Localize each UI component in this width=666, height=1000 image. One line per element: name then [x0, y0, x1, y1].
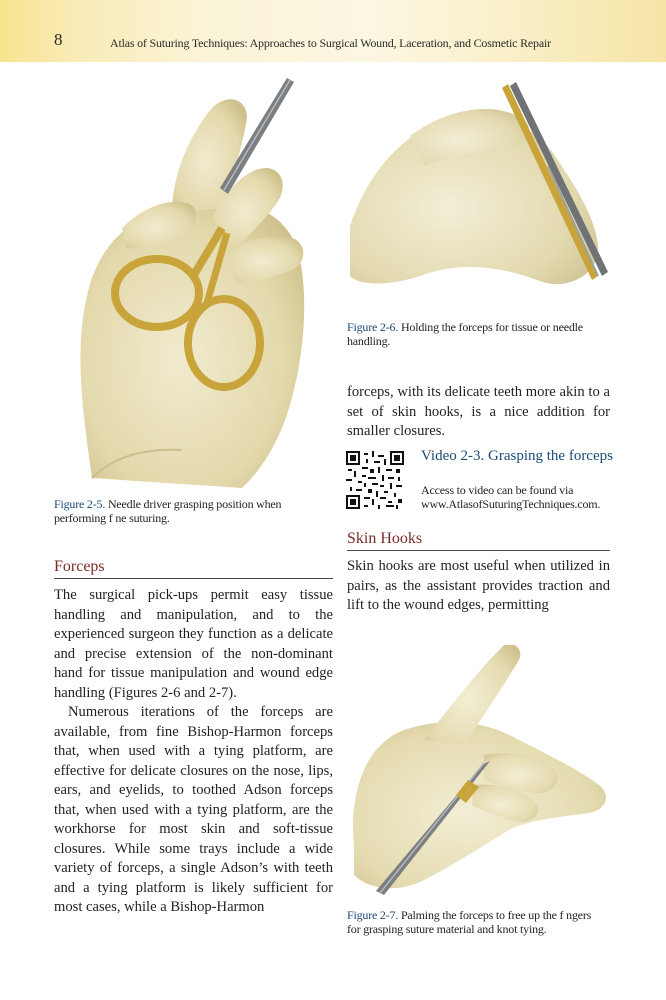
- figure-2-7-image: [344, 645, 612, 903]
- video-website-link[interactable]: www.AtlasofSuturingTechniques.com.: [421, 497, 601, 511]
- figure-2-7-caption: [347, 908, 617, 936]
- page-header: [0, 0, 666, 62]
- figure-2-6-image: [350, 76, 610, 311]
- figure-2-5-image: [52, 78, 324, 488]
- forceps-body: [54, 586, 333, 918]
- running-title: Atlas of Suturing Techniques: Approaches to Surgical Wound, Laceration, and Cosmetic Repair: [110, 36, 551, 50]
- video-access-line1: Access to video can be found via: [421, 483, 574, 497]
- video-2-3-link[interactable]: Video 2-3. Grasping the forceps: [421, 448, 613, 464]
- figure-2-5-caption: [54, 497, 324, 525]
- figure-2-5-caption-line1: Needle driver grasping position when: [105, 497, 282, 511]
- figure-2-5-label: Figure 2-5.: [54, 497, 106, 511]
- page-number: 8: [54, 30, 63, 49]
- figure-2-6-label: Figure 2-6.: [347, 320, 399, 334]
- figure-2-7-caption-line2: for grasping suture material and knot tying.: [347, 922, 547, 936]
- figure-2-7-caption-line1: Palming the forceps to free up the f ngers: [398, 908, 592, 922]
- forceps-continuation-text: forceps, with its delicate teeth more akin to a set of skin hooks, is a nice addition for smaller closures.: [347, 384, 610, 439]
- figure-2-6-caption: [347, 320, 617, 348]
- figure-2-7-label: Figure 2-7.: [347, 908, 399, 922]
- forceps-paragraph-2: Numerous iterations of the forceps are available, from fine Bishop-Harmon forceps that, when used with a tying platform, are effective for delicate closures on the nose, lips, ears, and eyelids, to toothed Adson forceps that, when used with a tying platform, are the workhorse for most skin and soft-tissue closures. While some trays include a wide variety of forceps, a single Adson’s with teeth and a tying platform is likely sufficient for most cases, while a Bishop-Harmon: [54, 704, 333, 915]
- figure-2-6-caption-line1: Holding the forceps for tissue or needle: [398, 320, 583, 334]
- forceps-heading: Forceps: [54, 558, 333, 579]
- figure-2-6-caption-line2: handling.: [347, 334, 391, 348]
- skin-hooks-text: Skin hooks are most useful when utilized in pairs, as the assistant provides traction and lift to the wound edges, permitting: [347, 558, 610, 613]
- figure-2-5-caption-line2: performing f ne suturing.: [54, 511, 170, 525]
- forceps-paragraph-1: The surgical pick-ups permit easy tissue handling and manipulation, and to the experienced surgeon they function as a delicate and precise extension of the non-dominant hand for tissue manipulation and wound edge handling (Figures 2-6 and 2-7).: [54, 587, 333, 701]
- skin-hooks-heading: Skin Hooks: [347, 530, 610, 551]
- video-access-note: [421, 483, 621, 511]
- video-qr-code[interactable]: [346, 451, 404, 514]
